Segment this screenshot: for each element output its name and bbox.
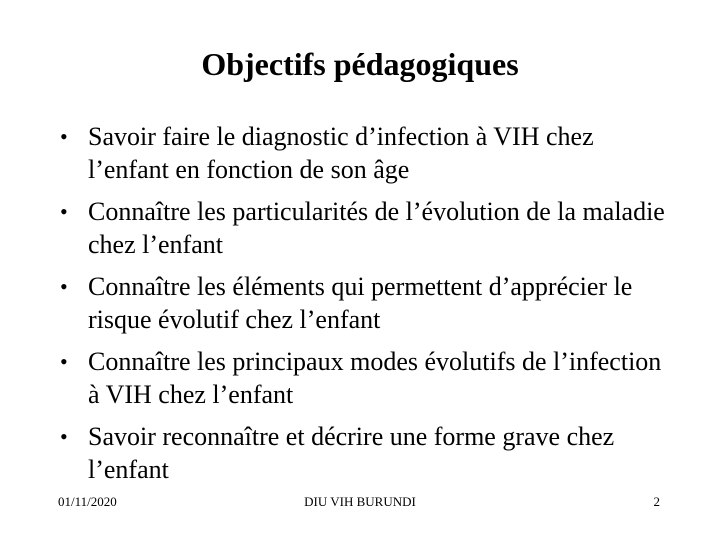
objective-text: Connaître les éléments qui permettent d’apprécier le risque évolutif chez l’enfant (88, 272, 633, 334)
objective-text: Connaître les principaux modes évolutifs de l’infection à VIH chez l’enfant (88, 347, 662, 409)
bullet-icon: • (60, 124, 68, 149)
objective-text: Savoir faire le diagnostic d’infection à VIH chez l’enfant en fonction de son âge (88, 122, 594, 184)
page-number: 2 (653, 494, 660, 509)
bullet-icon: • (60, 424, 68, 449)
objectives-list (60, 120, 670, 495)
footer-title: DIU VIH BURUNDI (304, 494, 416, 509)
objective-item (60, 270, 670, 336)
objective-item (60, 195, 670, 261)
objective-item (60, 420, 670, 486)
objective-item (60, 345, 670, 411)
objective-item (60, 120, 670, 186)
footer-date: 01/11/2020 (58, 494, 117, 509)
bullet-icon: • (60, 349, 68, 374)
slide-title: Objectifs pédagogiques (201, 46, 519, 82)
bullet-icon: • (60, 199, 68, 224)
objective-text: Connaître les particularités de l’évolution de la maladie chez l’enfant (88, 197, 665, 259)
objective-text: Savoir reconnaître et décrire une forme grave chez l’enfant (88, 422, 615, 484)
bullet-icon: • (60, 274, 68, 299)
